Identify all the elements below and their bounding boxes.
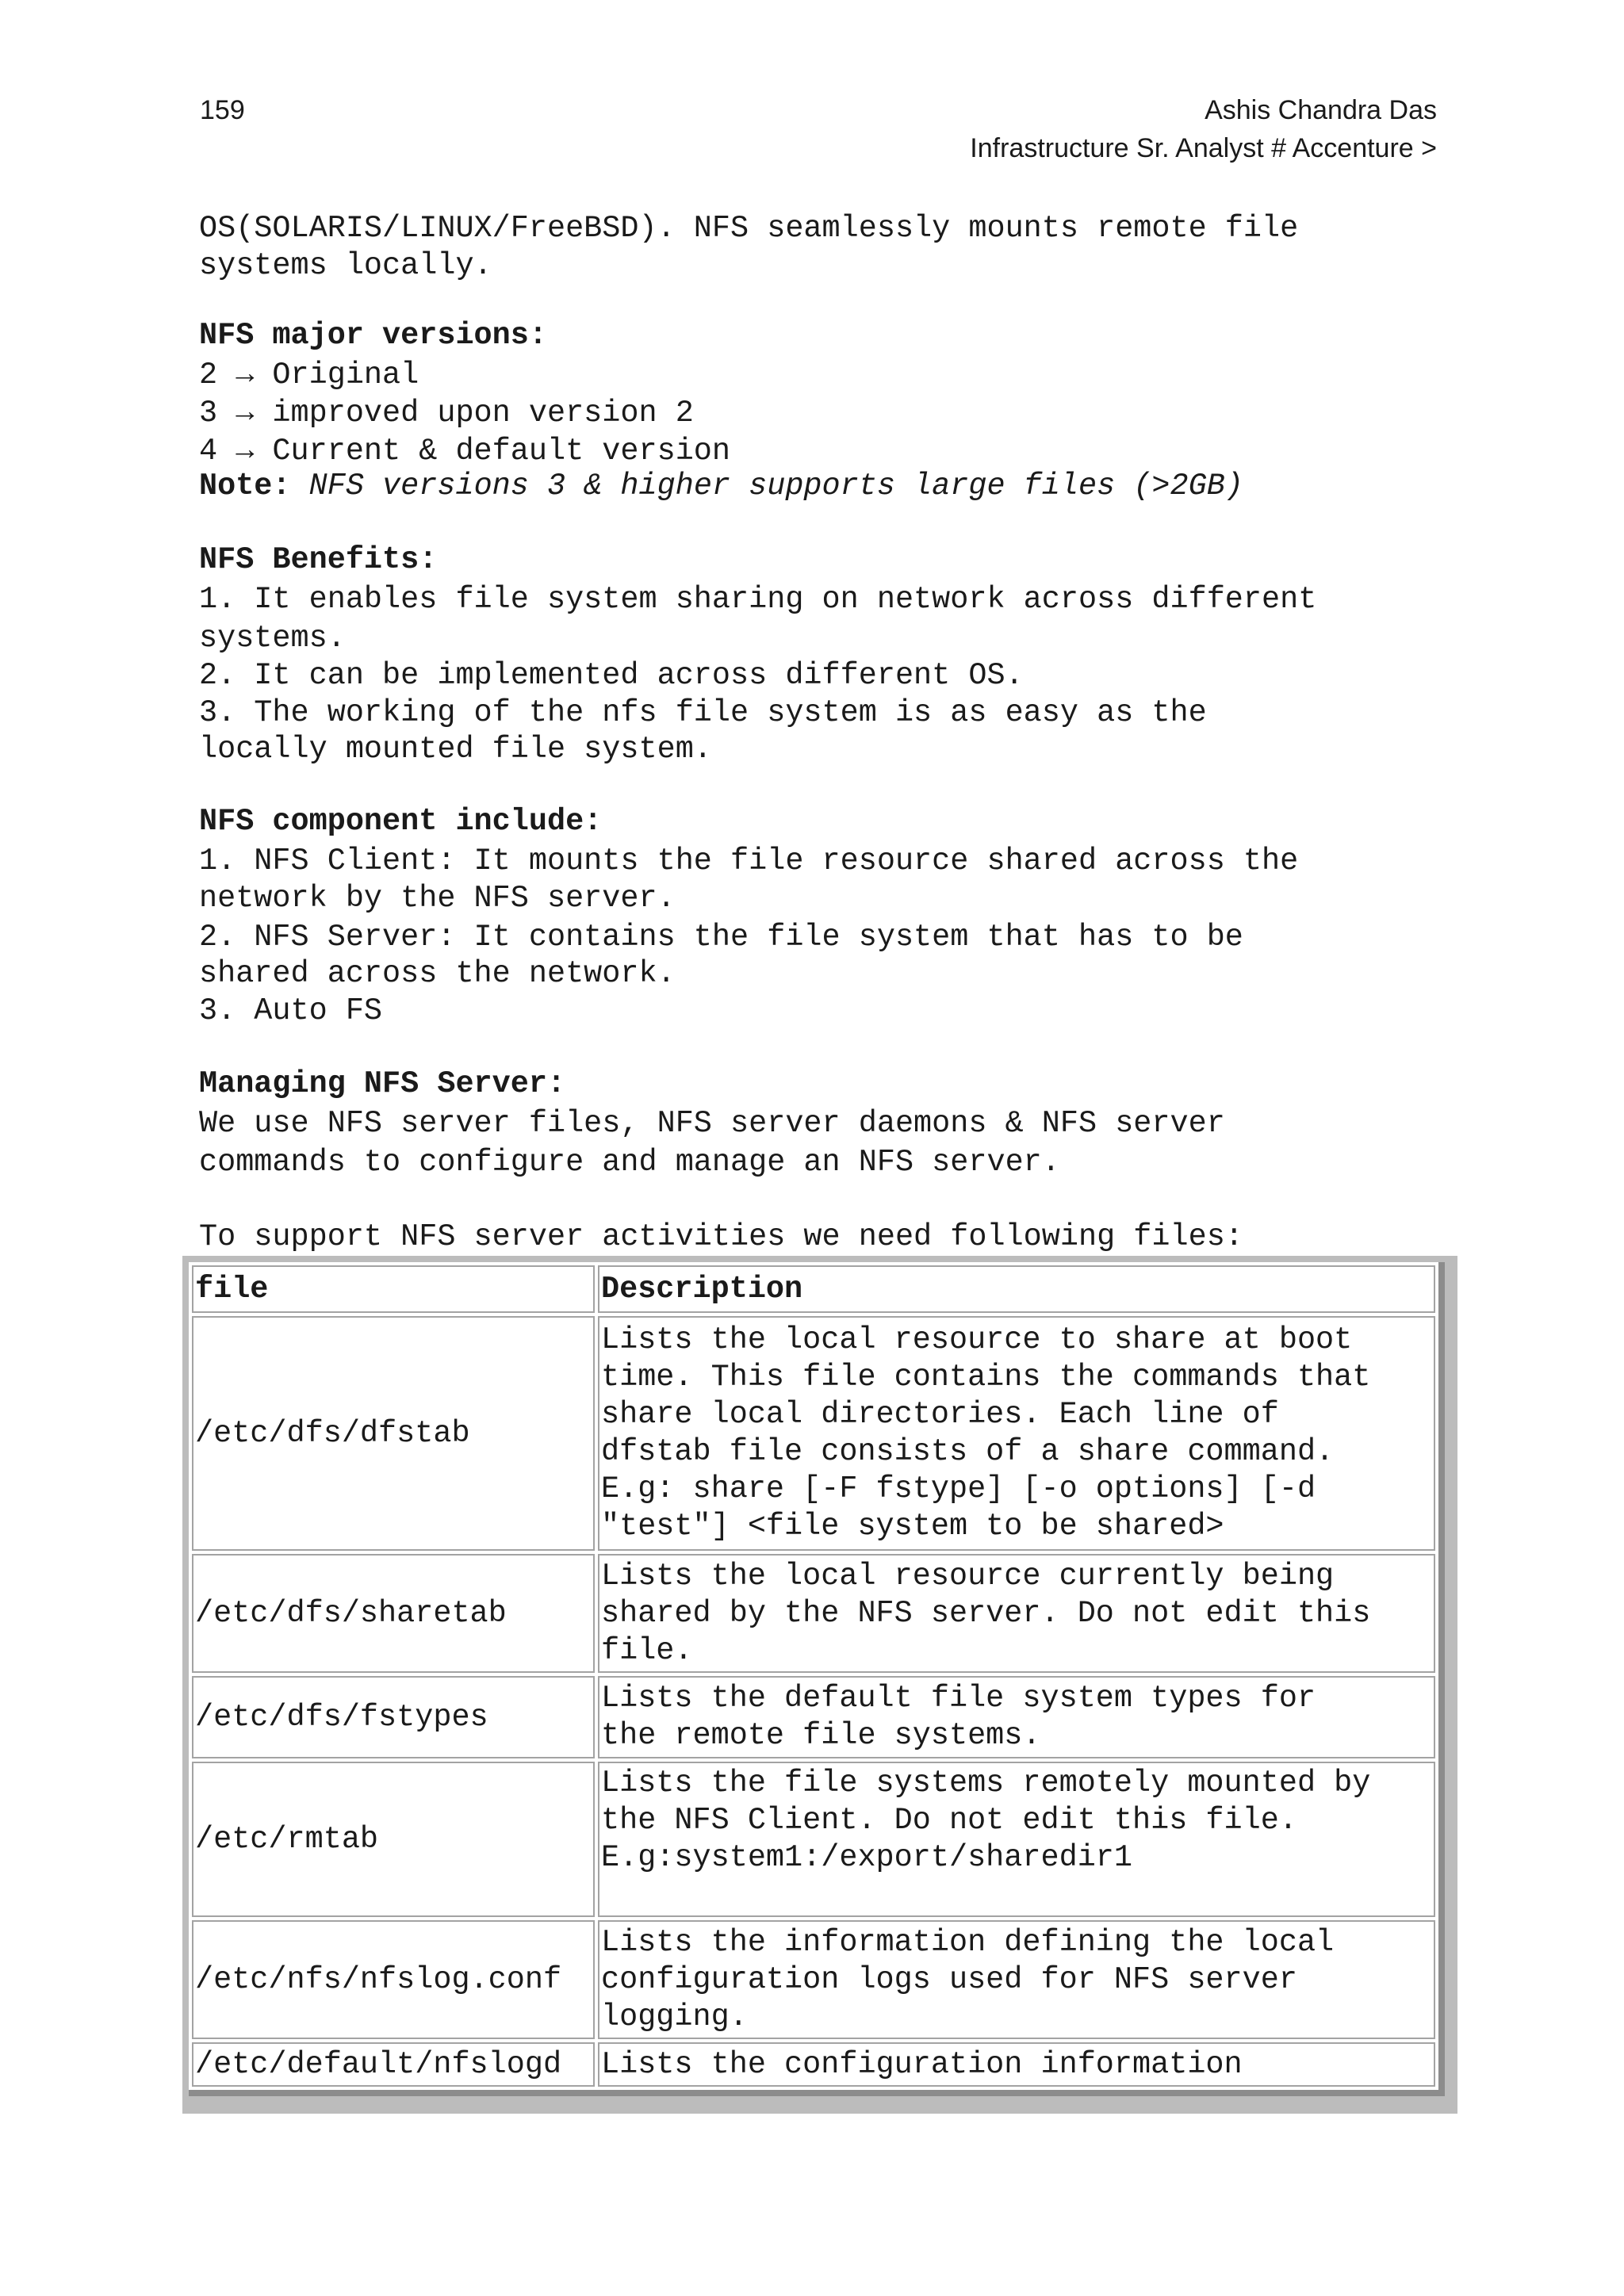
file-cell: /etc/nfs/nfslog.conf <box>192 1920 595 2039</box>
table-row <box>192 1316 1435 1551</box>
files-table <box>189 1262 1445 2096</box>
table-row <box>192 1676 1435 1758</box>
version-note <box>199 468 1436 505</box>
table-row <box>192 1554 1435 1673</box>
intro-line: systems locally. <box>199 248 492 283</box>
intro-line: OS(SOLARIS/LINUX/FreeBSD). NFS seamlessly mounts remote file <box>199 211 1299 246</box>
version-item: 4 → Current & default version <box>199 434 731 469</box>
managing-line: We use NFS server files, NFS server daemons & NFS server <box>199 1106 1225 1141</box>
version-item: 2 → Original <box>199 358 419 392</box>
components-line: shared across the network. <box>199 956 676 991</box>
benefits-line: locally mounted file system. <box>199 732 712 767</box>
column-header-description: Description <box>598 1265 1435 1313</box>
file-cell: /etc/default/nfslogd <box>192 2042 595 2087</box>
files-table-frame <box>182 1256 1457 2114</box>
file-cell: /etc/dfs/fstypes <box>192 1676 595 1758</box>
components-heading: NFS component include: <box>199 804 603 839</box>
version-item: 3 → improved upon version 2 <box>199 396 694 430</box>
benefits-line: 1. It enables file system sharing on network across different <box>199 582 1317 617</box>
description-cell: Lists the file systems remotely mounted by the NFS Client. Do not edit this file. E.g:system1:/export/sharedir1 <box>598 1762 1435 1917</box>
file-cell: /etc/rmtab <box>192 1762 595 1917</box>
files-intro: To support NFS server activities we need following files: <box>199 1219 1243 1254</box>
benefits-line: 2. It can be implemented across different OS. <box>199 658 1024 693</box>
description-cell: Lists the local resource to share at boot time. This file contains the commands that share local directories. Each line of dfstab file consists of a share command. E.g: share [-F fstype] [-o options] [-d "test"] <file system to be shared> <box>598 1316 1435 1551</box>
file-cell: /etc/dfs/dfstab <box>192 1316 595 1551</box>
managing-heading: Managing NFS Server: <box>199 1066 566 1101</box>
file-cell: /etc/dfs/sharetab <box>192 1554 595 1673</box>
note-label: Note: <box>199 469 291 503</box>
table-header-row <box>192 1265 1435 1313</box>
header-role: Infrastructure Sr. Analyst # Accenture > <box>970 133 1437 163</box>
description-cell: Lists the default file system types for the remote file systems. <box>598 1676 1435 1758</box>
benefits-line: systems. <box>199 621 346 656</box>
components-line: 2. NFS Server: It contains the file system that has to be <box>199 920 1243 955</box>
table-row <box>192 2042 1435 2087</box>
benefits-heading: NFS Benefits: <box>199 542 438 577</box>
description-cell: Lists the configuration information <box>598 2042 1435 2087</box>
note-text: NFS versions 3 & higher supports large files (>2GB) <box>290 469 1243 503</box>
description-cell: Lists the information defining the local configuration logs used for NFS server logging. <box>598 1920 1435 2039</box>
table-row <box>192 1920 1435 2039</box>
description-cell: Lists the local resource currently being shared by the NFS server. Do not edit this file. <box>598 1554 1435 1673</box>
page-number: 159 <box>200 95 245 125</box>
components-line: 1. NFS Client: It mounts the file resource shared across the <box>199 844 1299 878</box>
components-line: network by the NFS server. <box>199 881 676 916</box>
managing-line: commands to configure and manage an NFS server. <box>199 1145 1060 1180</box>
table-row <box>192 1762 1435 1917</box>
versions-heading: NFS major versions: <box>199 318 547 353</box>
benefits-line: 3. The working of the nfs file system is as easy as the <box>199 695 1207 730</box>
header-author: Ashis Chandra Das <box>1205 95 1437 125</box>
components-line: 3. Auto FS <box>199 993 383 1028</box>
column-header-file: file <box>192 1265 595 1313</box>
